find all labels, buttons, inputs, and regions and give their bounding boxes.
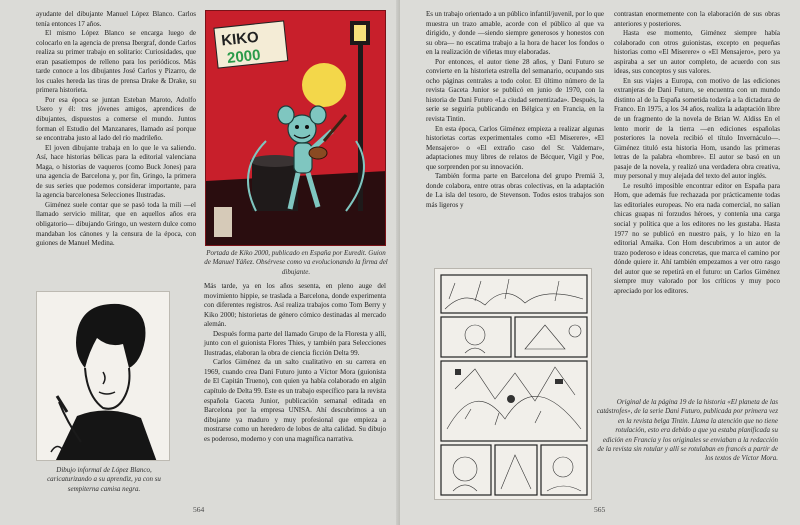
paragraph: Por esa época se juntan Esteban Maroto, Adolfo Usero y él: tres jóvenes amigos, aprendices de dibujantes, dispuestos a comerse el mundo. Juntos forman el Estudio del Manzanares, llamado así porque se encontraba justo al lado del río madrileño. <box>36 95 196 143</box>
paragraph: ayudante del dibujante Manuel López Blanco. Carlos tenía entonces 17 años. <box>36 10 196 28</box>
paragraph: El mismo López Blanco se encarga luego de colocarlo en la agencia de prensa Ibergraf, donde Carlos realiza su primer trabajo en solitario: Curiosidades, que eran pasatiempos de relleno para los periódicos. Más tarde conoce a los dibujantes José Carlos y Pizarro, de los cuales hereda las tiras de prensa Drake & Drake, su primera historieta. <box>36 29 196 95</box>
paragraph: Después forma parte del llamado Grupo de la Floresta y allí, junto con el guionista Flores Thies, y también para Selecciones Ilustradas, elaboran la obra de ciencia ficción Delta 99. <box>204 329 386 357</box>
lopez-blanco-caricature-drawing <box>36 291 170 461</box>
paragraph: Por entonces, el autor tiene 28 años, y Dani Futuro se convierte en la historieta estrella del semanario, ocupando sus ocho páginas centrales a todo color. El último número de la revista Gaceta Junior se publicó en junio de 1970, con la historia de Dani Futuro «La ciudad sementizada». Después, la serie se seguiría publicando en Bélgica y en Francia, en la revista Tintin. <box>426 57 604 124</box>
paragraph: Hasta ese momento, Giménez siempre había colaborado con otros guionistas, excepto en pequeñas historias como «El Miserere» o «El Mensajero», pero ya aspiraba a ser un autor completo, de acuerdo con sus ideas, sus conceptos y sus valores. <box>614 29 780 76</box>
kiko-cover-caption: Portada de Kiko 2000, publicado en España por Euredit. Guion de Manuel Yáñez. Obsérvese como va evolucionando la firma del dibujante. <box>204 249 388 276</box>
page-number-right: 565 <box>594 505 606 514</box>
left-column-1 <box>36 10 196 249</box>
page-number-left: 564 <box>193 505 205 514</box>
dani-futuro-original-page-image <box>434 268 592 500</box>
paragraph: En esta época, Carlos Giménez empieza a realizar algunas historietas cortas experimentales como «El Miserere», «El Mensajero» o «El extraño caso del Sr. Valdemar», adaptaciones muy libres de relatos de Bécquer, Vigil y Poe, que sorprenden por su innovación. <box>426 124 604 171</box>
left-column-2 <box>204 282 386 444</box>
paragraph: Más tarde, ya en los años sesenta, en pleno auge del movimiento hippie, se traslada a Barcelona, donde experimenta con diferentes registros. Así realiza trabajos como Tom Berry y Kiko 2000; historietas de género cómico destinadas al mercado alemán. <box>204 282 386 329</box>
kiko-2000-cover-image <box>205 10 386 246</box>
cover-title-kiko: KIKO <box>220 28 260 50</box>
right-column-2 <box>614 10 780 296</box>
paragraph: El joven dibujante trabaja en lo que le va saliendo. Así, hace historias bélicas para la editorial valenciana Maga, o historias de vaqueros (como Buck Jones) para una agencia de Barcelona y, por fin, Gringo, la primera de sus series que podemos considerar importante, para la agencia barcelonesa Selecciones Ilustradas. <box>36 143 196 200</box>
paragraph: contrastan enormemente con la elaboración de sus obras anteriores y posteriores. <box>614 10 780 28</box>
portrait-caption: Dibujo informal de López Blanco, caricaturizando a su aprendiz, ya con su sempiterna camisa negra. <box>47 466 161 493</box>
paragraph: Es un trabajo orientado a un público infantil/juvenil, por lo que muestra un trazo amable, acorde con el público al que va dirigido, y donde —siendo siempre generosos y honestos con su obra— no escatima trabajo a la hora de hacer los fondos o en la realización de viñetas muy elaboradas. <box>426 10 604 57</box>
comic-page-caption: Original de la página 19 de la historia «El planeta de las catástrofes», de la serie Dani Futuro, publicada por primera vez en la revista belga Tintin. Llama la atención que no tiene rotulación, esto era debido a que ya estaba planificada su edición en Francia y los originales se enviaban a la redacción de la revista sin rotular y allí se rotulaban en francés a partir de los textos de Víctor Mora. <box>596 398 778 463</box>
paragraph: Carlos Giménez da un salto cualitativo en su carrera en 1969, cuando crea Dani Futuro junto a Víctor Mora (guionista de El Capitán Trueno), con quien ya había colaborado en algún capítulo de Delta 99. Este es un trabajo específico para la revista española Gaceta Junior, publicación semanal editada en Barcelona por la empresa UNISA. Ahí descubrimos a un dibujante ya maduro y muy profesional que empieza a mostrarse como un heredero de lobos de alta calidad. Su dibujo es poderoso, moderno y con una magnífica narrativa. <box>204 358 386 443</box>
cover-title-2000: 2000 <box>226 46 262 67</box>
right-column-1 <box>426 10 604 210</box>
paragraph: En sus viajes a Europa, con motivo de las ediciones extranjeras de Dani Futuro, se encuentra con un mundo distinto al de la España sometida todavía a la dictadura de Franco. En 1975, a los 34 años, realiza la adaptación libre de un fragmento de la novela de Brian W. Aldiss En el lento morir de la tierra —en ediciones españolas posteriores la novela recibió el título Invernáculo—. Giménez tituló esta historia Hom, usando las primeras letras de la palabra «hombre». El autor se basó en un pasaje de la novela, y realizó una verdadera obra creativa, muy personal y muy alejada del texto del autor inglés. <box>614 76 780 181</box>
paragraph: Giménez suele contar que se pasó toda la mili —el llamado servicio militar, que en aquellos años era obligatorio— dibujando Gringo, un western dulce como mandaban los cánones y la censura de la época, con guiones de Manuel Medina. <box>36 200 196 248</box>
paragraph: Le resultó imposible encontrar editor en España para Hom, que además fue rechazada por prácticamente todas las editoriales europeas. No era nada comercial, no salían chicas guapas ni forzudos héroes, y contenía una carga social y política que a los editores no les gustaba. Hasta 1977 no se publicó en nuestro país, y lo hizo en la editorial Amaika. Con Hom descubrimos a un autor de trazo poderoso e ideas concretas, que marca el camino por dónde quiere ir. Ahí también empezamos a ver otro rasgo del autor que se repetirá en el futuro: un Carlos Giménez siempre muy valorado por los críticos y muy poco apreciado por los editores. <box>614 181 780 295</box>
paragraph: También forma parte en Barcelona del grupo Premiá 3, donde colabora, entre otras obras colectivas, en la adaptación de La isla del tesoro, de Stevenson. Todos estos trabajos son más ligeros y <box>426 172 604 209</box>
